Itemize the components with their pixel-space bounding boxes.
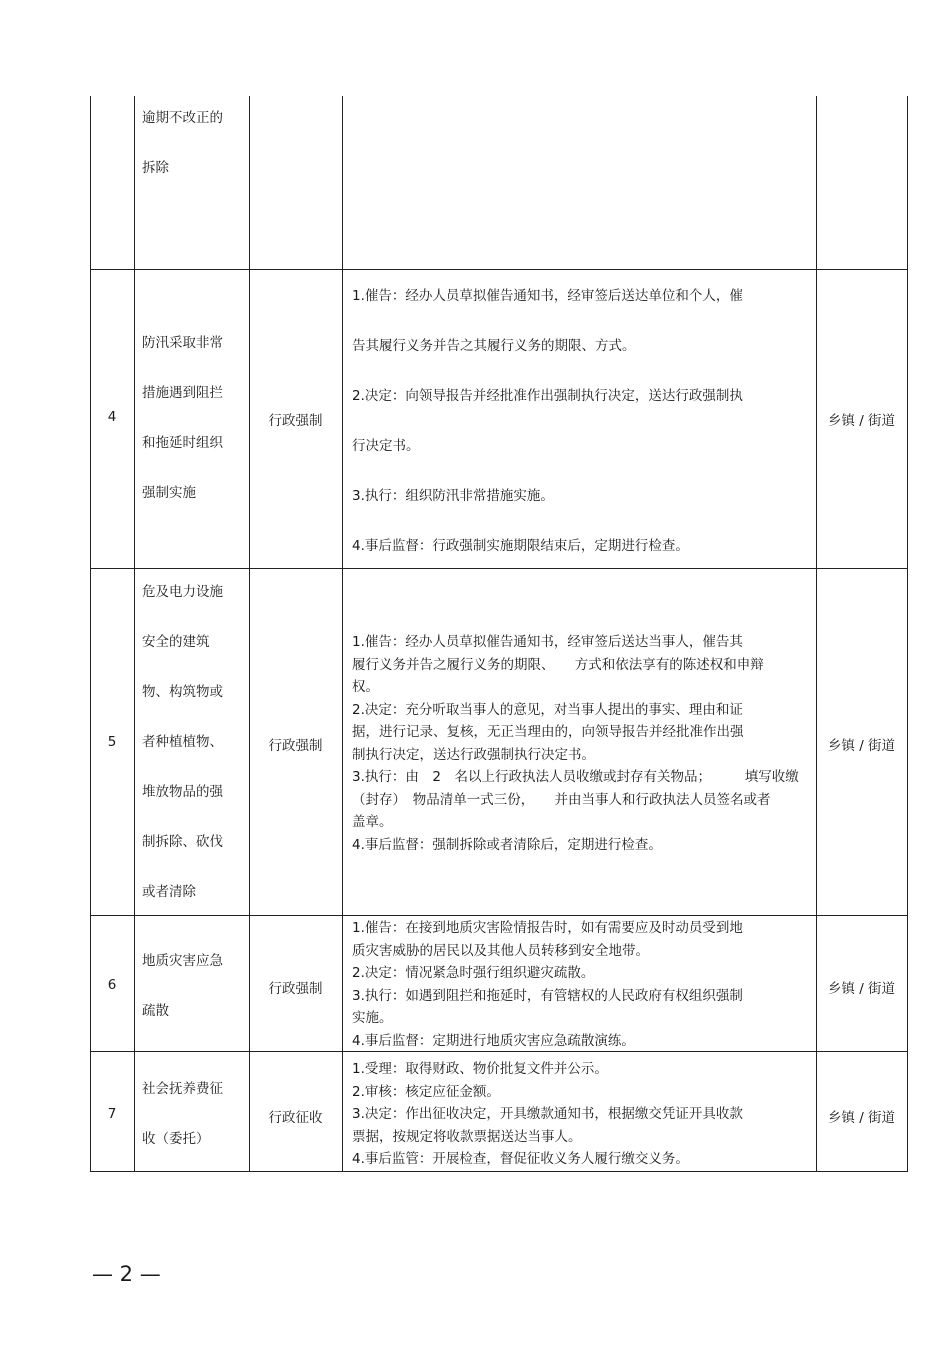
- procedure-step-line: 盖章。: [352, 814, 393, 830]
- item-name-line: 危及电力设施: [142, 584, 223, 600]
- item-name-line: 物、构筑物或: [142, 684, 223, 700]
- item-name-line: 和拖延时组织: [142, 435, 223, 451]
- row-divider: [90, 269, 908, 270]
- item-name-line: 安全的建筑: [142, 634, 210, 650]
- procedure-step-line: 1.受理：取得财政、物价批复文件并公示。: [352, 1061, 608, 1077]
- column-divider: [134, 96, 135, 1172]
- row-number: 5: [107, 734, 117, 750]
- jurisdiction: 乡镇 / 街道: [827, 413, 896, 429]
- procedure-step-line: 2.决定：充分听取当事人的意见，对当事人提出的事实、理由和证: [352, 701, 743, 718]
- item-name: [142, 580, 223, 930]
- column-divider: [342, 96, 343, 1172]
- jurisdiction: 乡镇 / 街道: [827, 1110, 896, 1126]
- item-name: [142, 1077, 223, 1177]
- procedure-step-line: 实施。: [352, 1010, 393, 1026]
- item-name-line: 社会抚养费征: [142, 1081, 223, 1097]
- item-name-line: 措施遇到阻拦: [142, 385, 223, 401]
- table-border-right: [907, 96, 908, 1172]
- procedure-step-line: 3.执行：如遇到阻拦和拖延时，有管辖权的人民政府有权组织强制: [352, 987, 743, 1004]
- procedure-step-line: 权。: [352, 679, 379, 695]
- item-name-line: 或者清除: [142, 884, 196, 900]
- item-name-line: 收（委托）: [142, 1131, 210, 1147]
- authority-type: 行政征收: [268, 1110, 323, 1126]
- table-border-left: [90, 96, 91, 1172]
- procedure-step-line: 据，进行记录、复核，无正当理由的，向领导报告并经批准作出强: [352, 724, 744, 740]
- procedure-step-line: 4.事后监管：开展检查，督促征收义务人履行缴交义务。: [352, 1151, 689, 1167]
- item-name-line: 制拆除、砍伐: [142, 834, 223, 850]
- procedure-steps: [352, 917, 743, 1052]
- row-number: 7: [107, 1106, 117, 1122]
- procedure-step-line: 1.催告：在接到地质灾害险情报告时，如有需要应及时动员受到地: [352, 920, 743, 936]
- procedure-step-line: 3.执行：由 2 名以上行政执法人员收缴或封存有关物品； 填写收缴: [352, 769, 799, 785]
- authority-type: 行政强制: [268, 981, 323, 997]
- item-name-line: 疏散: [142, 1003, 169, 1019]
- procedure-step-line: 2.审核：核定应征金额。: [352, 1083, 500, 1100]
- authority-type: 行政强制: [268, 738, 323, 754]
- procedure-step-line: 1.催告：经办人员草拟催告通知书，经审签后送达当事人，催告其: [352, 634, 743, 650]
- procedure-step-line: 制执行决定，送达行政强制执行决定书。: [352, 746, 595, 763]
- procedure-step-line: 3.执行：组织防汛非常措施实施。: [352, 488, 554, 504]
- procedure-step-line: （封存） 物品清单一式三份， 并由当事人和行政执法人员签名或者: [352, 791, 771, 808]
- page-number: — 2 —: [92, 1262, 161, 1286]
- procedure-step-line: 4.事后监督：定期进行地质灾害应急疏散演练。: [352, 1032, 635, 1049]
- procedure-step-line: 4.事后监督：行政强制实施期限结束后，定期进行检查。: [352, 538, 689, 554]
- item-name-line: 拆除: [142, 160, 169, 176]
- item-name: [142, 949, 223, 1049]
- row-number: 6: [107, 977, 117, 993]
- authority-type: 行政强制: [268, 413, 323, 429]
- jurisdiction: 乡镇 / 街道: [827, 738, 896, 754]
- procedure-step-line: 2.决定：向领导报告并经批准作出强制执行决定，送达行政强制执: [352, 388, 743, 404]
- procedure-step-line: 质灾害威胁的居民以及其他人员转移到安全地带。: [352, 942, 649, 959]
- item-name-line: 地质灾害应急: [142, 953, 223, 969]
- procedure-step-line: 1.催告：经办人员草拟催告通知书，经审签后送达单位和个人，催: [352, 288, 743, 304]
- item-name: [142, 331, 223, 531]
- procedure-step-line: 行决定书。: [352, 438, 420, 454]
- item-name-line: 逾期不改正的: [142, 110, 223, 126]
- item-name-line: 者种植植物、: [142, 734, 223, 750]
- column-divider: [816, 96, 817, 1172]
- row-number: 4: [107, 409, 117, 425]
- procedure-step-line: 履行义务并告之履行义务的期限、 方式和依法享有的陈述权和申辩: [352, 656, 764, 673]
- item-name-line: 强制实施: [142, 485, 196, 501]
- column-divider: [249, 96, 250, 1172]
- row-divider: [90, 568, 908, 569]
- procedure-step-line: 票据，按规定将收款票据送达当事人。: [352, 1128, 582, 1145]
- procedure-step-line: 告其履行义务并告之其履行义务的期限、方式。: [352, 338, 636, 354]
- procedure-steps: [352, 631, 799, 856]
- jurisdiction: 乡镇 / 街道: [827, 981, 896, 997]
- procedure-steps: [352, 284, 743, 559]
- table-row-continued-name: [142, 106, 223, 206]
- item-name-line: 防汛采取非常: [142, 335, 223, 351]
- item-name-line: 堆放物品的强: [142, 784, 223, 800]
- procedure-step-line: 4.事后监督：强制拆除或者清除后，定期进行检查。: [352, 836, 662, 853]
- procedure-step-line: 2.决定：情况紧急时强行组织避灾疏散。: [352, 965, 595, 981]
- authority-table: [90, 96, 908, 1172]
- procedure-steps: [352, 1058, 743, 1171]
- procedure-step-line: 3.决定：作出征收决定，开具缴款通知书，根据缴交凭证开具收款: [352, 1106, 743, 1122]
